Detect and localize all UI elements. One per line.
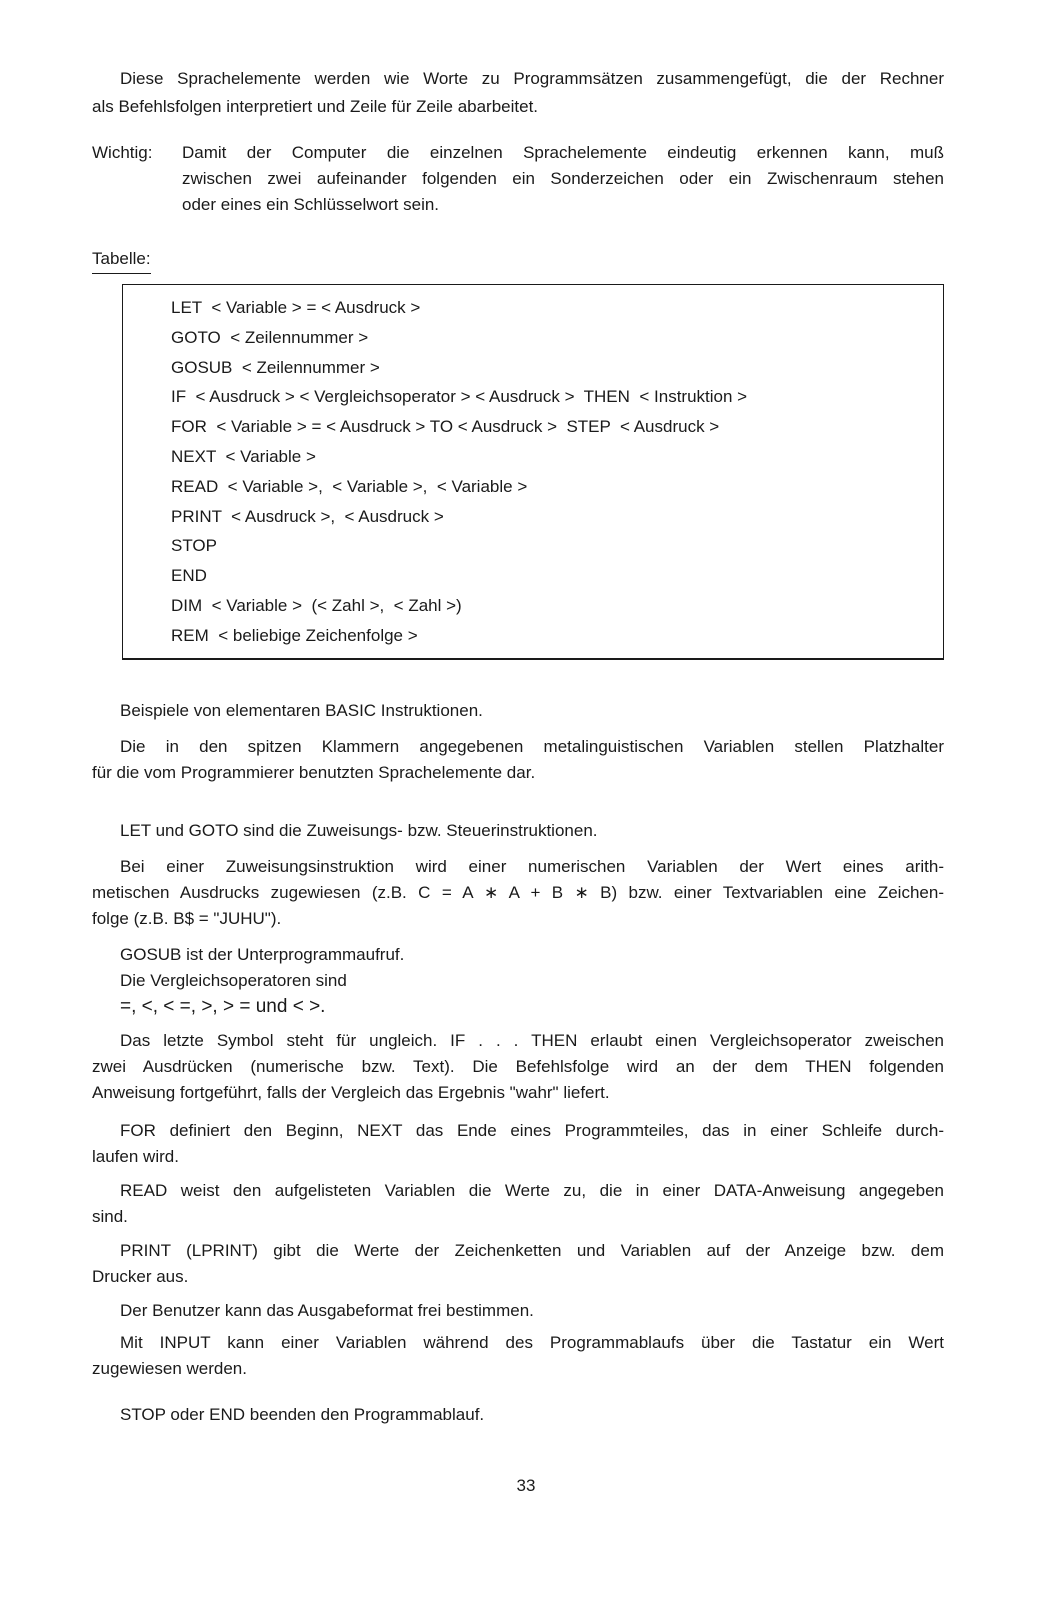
table-lines (171, 293, 747, 651)
paragraph-for-next-line-1: FOR definiert den Beginn, NEXT das Ende eines Programmteiles, das in einer Schleife durch- (120, 1121, 944, 1140)
table-line: NEXT < Variable > (171, 446, 316, 466)
paragraph-placeholder-line-2: für die vom Programmierer benutzten Sprachelemente dar. (92, 763, 536, 782)
intro-line-1: Diese Sprachelemente werden wie Worte zu Programmsätzen zusammengefügt, die der Rechner (120, 69, 944, 88)
paragraph-read-line-2: sind. (92, 1207, 128, 1226)
paragraph-if-then-line-1: Das letzte Symbol steht für ungleich. IF . . . THEN erlaubt einen Vergleichsoperator zweischen (120, 1031, 944, 1050)
paragraph-if-then-line-2: zwei Ausdrücken (numerische bzw. Text). Die Befehlsfolge wird an der dem THEN folgenden (92, 1057, 944, 1076)
paragraph-read-line-1: READ weist den aufgelisteten Variablen die Werte zu, die in einer DATA-Anweisung angegeben (120, 1181, 944, 1200)
paragraph-input-line-1: Mit INPUT kann einer Variablen während des Programmablaufs über die Tastatur ein Wert (120, 1333, 944, 1352)
paragraph-stop-end: STOP oder END beenden den Programmablauf. (120, 1405, 485, 1424)
paragraph-operators-list: =, <, < =, >, > = und < >. (120, 996, 326, 1017)
table-line: READ < Variable >, < Variable >, < Variable > (171, 476, 528, 496)
table-line: LET < Variable > = < Ausdruck > (171, 298, 421, 317)
table-line: REM < beliebige Zeichenfolge > (171, 625, 418, 645)
paragraph-placeholder-line-1: Die in den spitzen Klammern angegebenen metalinguistischen Variablen stellen Platzhalter (120, 737, 944, 756)
wichtig-line-1: Damit der Computer die einzelnen Sprachelemente eindeutig erkennen kann, muß (182, 143, 944, 162)
page-number: 33 (516, 1476, 536, 1495)
table-line: DIM < Variable > (< Zahl >, < Zahl >) (171, 595, 462, 615)
paragraph-examples: Beispiele von elementaren BASIC Instruktionen. (120, 701, 483, 720)
paragraph-print-line-1: PRINT (LPRINT) gibt die Werte der Zeichenketten und Variablen auf der Anzeige bzw. dem (120, 1241, 944, 1260)
wichtig-label: Wichtig: (92, 143, 153, 162)
table-label: Tabelle: (92, 246, 151, 274)
paragraph-assignment-line-2: metischen Ausdrucks zugewiesen (z.B. C = A ∗ A + B ∗ B) bzw. einer Textvariablen eine Zeichen- (92, 883, 944, 902)
paragraph-for-next-line-2: laufen wird. (92, 1147, 179, 1166)
table-line: GOSUB < Zeilennummer > (171, 357, 380, 377)
intro-line-2: als Befehlsfolgen interpretiert und Zeile für Zeile abarbeitet. (92, 97, 539, 116)
basic-instruction-table (122, 284, 944, 660)
paragraph-operators-intro: Die Vergleichsoperatoren sind (120, 971, 347, 990)
paragraph-let-goto: LET und GOTO sind die Zuweisungs- bzw. Steuerinstruktionen. (120, 821, 598, 840)
wichtig-line-3: oder eines ein Schlüsselwort sein. (182, 195, 440, 214)
table-line: STOP (171, 536, 217, 556)
table-line: GOTO < Zeilennummer > (171, 327, 369, 347)
table-line: FOR < Variable > = < Ausdruck > TO < Ausdruck > STEP < Ausdruck > (171, 417, 720, 437)
paragraph-input-line-2: zugewiesen werden. (92, 1359, 247, 1378)
paragraph-assignment-line-1: Bei einer Zuweisungsinstruktion wird einer numerischen Variablen der Wert eines arith- (120, 857, 944, 876)
table-line: END (171, 566, 207, 586)
paragraph-output-format: Der Benutzer kann das Ausgabeformat frei bestimmen. (120, 1301, 534, 1320)
wichtig-line-2: zwischen zwei aufeinander folgenden ein Sonderzeichen oder ein Zwischenraum stehen (182, 169, 944, 188)
paragraph-print-line-2: Drucker aus. (92, 1267, 189, 1286)
table-line: IF < Ausdruck > < Vergleichsoperator > < Ausdruck > THEN < Instruktion > (171, 387, 748, 407)
table-line: PRINT < Ausdruck >, < Ausdruck > (171, 506, 444, 526)
paragraph-gosub: GOSUB ist der Unterprogrammaufruf. (120, 945, 405, 964)
paragraph-assignment-line-3: folge (z.B. B$ = "JUHU"). (92, 909, 282, 928)
paragraph-if-then-line-3: Anweisung fortgeführt, falls der Vergleich das Ergebnis "wahr" liefert. (92, 1083, 610, 1102)
